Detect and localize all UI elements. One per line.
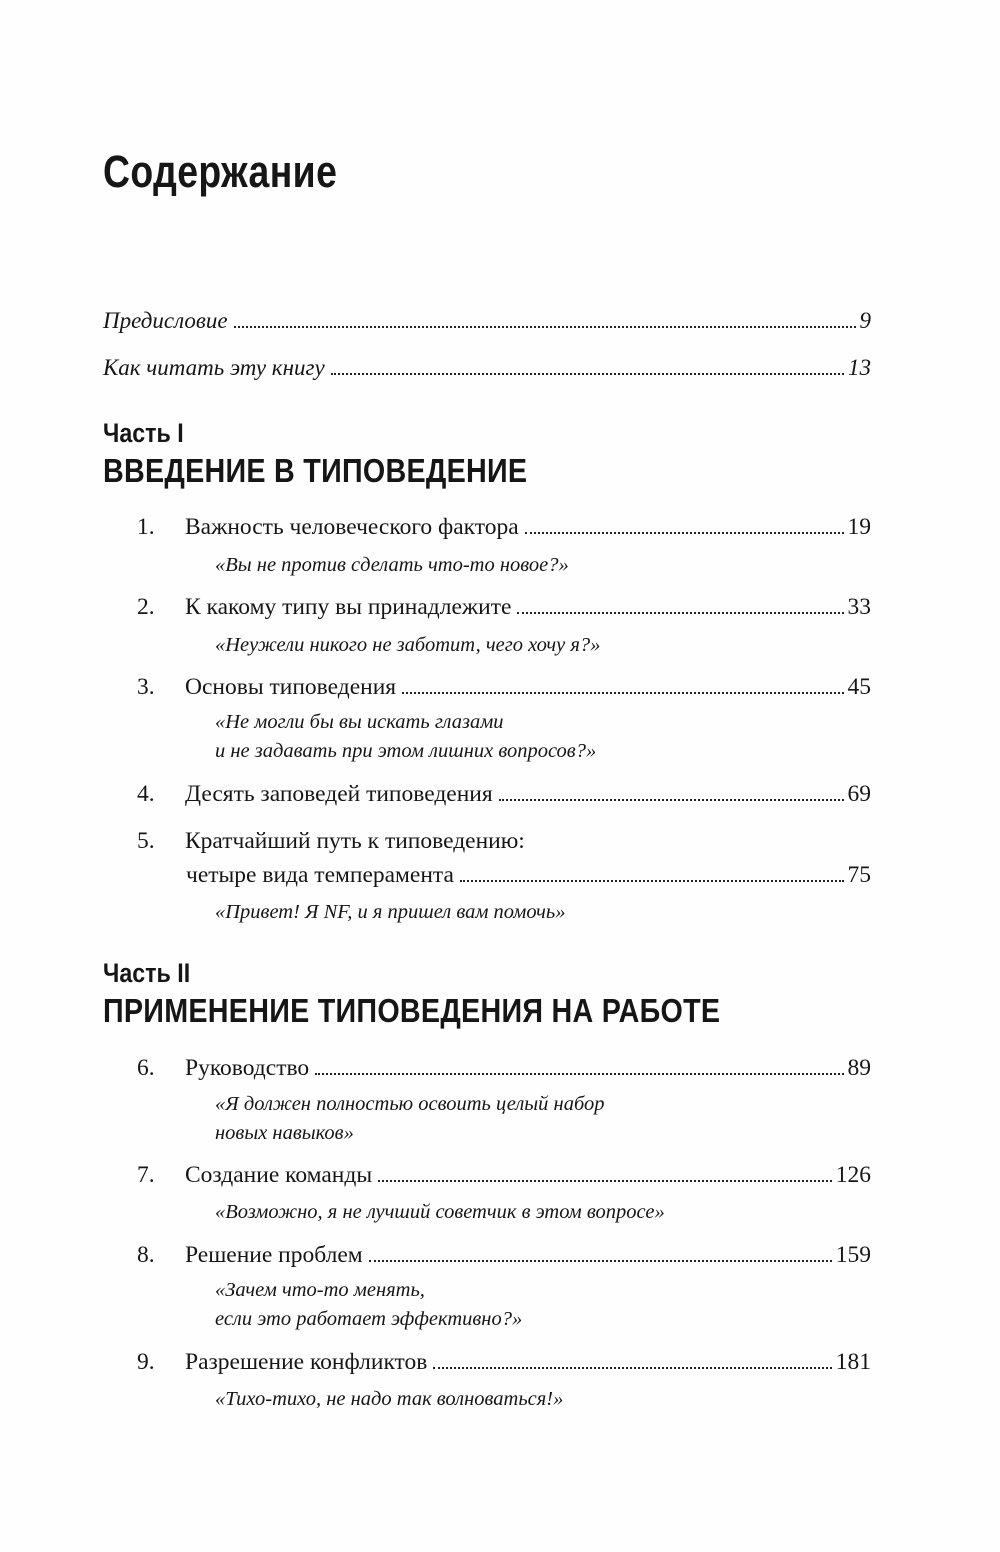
toc-entry-preface[interactable]: [103, 308, 871, 334]
chapter-number: 6.: [137, 1055, 155, 1081]
dot-leader: [234, 326, 856, 328]
entry-label: Предисловие: [103, 308, 228, 333]
page-number: 75: [847, 862, 871, 888]
chapter-epigraph: «Вы не против сделать что-то новое?»: [215, 554, 569, 576]
chapter-number: 5.: [137, 828, 155, 854]
part-title: ВВЕДЕНИЕ В ТИПОВЕДЕНИЕ: [103, 452, 528, 489]
chapter-title: Кратчайший путь к типоведению:: [185, 828, 525, 854]
chapter-epigraph: и не задавать при этом лишних вопросов?»: [215, 740, 597, 762]
part-label: Часть I: [103, 418, 184, 448]
toc-chapter[interactable]: [103, 514, 871, 541]
dot-leader: [378, 1180, 832, 1182]
dot-leader: [369, 1260, 832, 1262]
chapter-number: 1.: [137, 514, 155, 540]
dot-leader: [499, 799, 844, 801]
chapter-epigraph: «Привет! Я NF, и я пришел вам помочь»: [215, 901, 566, 923]
dot-leader: [331, 373, 844, 375]
chapter-title: Десять заповедей типоведения: [185, 781, 493, 807]
dot-leader: [315, 1073, 843, 1075]
chapter-title: Создание команды: [185, 1162, 373, 1188]
chapter-number: 9.: [137, 1349, 155, 1375]
chapter-epigraph: «Возможно, я не лучший советчик в этом вопросе»: [215, 1201, 665, 1223]
toc-chapter[interactable]: [103, 1349, 871, 1376]
chapter-title: К какому типу вы принадлежите: [185, 594, 512, 620]
dot-leader: [402, 692, 843, 694]
page-title: Содержание: [103, 146, 338, 197]
chapter-number: 7.: [137, 1162, 155, 1188]
dot-leader: [517, 612, 843, 614]
chapter-title: Важность человеческого фактора: [185, 514, 519, 540]
chapter-epigraph: «Я должен полностью освоить целый набор: [215, 1093, 605, 1115]
chapter-epigraph: «Тихо-тихо, не надо так волноваться!»: [215, 1388, 564, 1410]
page-number: 126: [835, 1162, 871, 1188]
page-number: 19: [847, 514, 871, 540]
part-title: ПРИМЕНЕНИЕ ТИПОВЕДЕНИЯ НА РАБОТЕ: [103, 992, 721, 1029]
entry-label: Как читать эту книгу: [103, 355, 325, 380]
dot-leader: [525, 532, 844, 534]
toc-chapter[interactable]: [103, 674, 871, 701]
page-number: 9: [859, 308, 871, 333]
chapter-epigraph: если это работает эффективно?»: [215, 1308, 523, 1330]
page-number: 181: [835, 1349, 871, 1375]
dot-leader: [460, 880, 844, 882]
page-number: 89: [847, 1055, 871, 1081]
chapter-title: Руководство: [185, 1055, 310, 1081]
chapter-epigraph: «Зачем что-то менять,: [215, 1279, 425, 1301]
toc-chapter[interactable]: [103, 781, 871, 808]
page-number: 13: [848, 355, 871, 380]
page-number: 33: [847, 594, 871, 620]
chapter-title-line2: четыре вида темперамента: [186, 862, 454, 888]
toc-chapter[interactable]: [103, 1162, 871, 1189]
chapter-title: Решение проблем: [185, 1242, 363, 1268]
page-number: 159: [835, 1242, 871, 1268]
chapter-epigraph: новых навыков»: [215, 1122, 354, 1144]
chapter-number: 3.: [137, 674, 155, 700]
chapter-number: 4.: [137, 781, 155, 807]
chapter-epigraph: «Неужели никого не заботит, чего хочу я?»: [215, 634, 601, 656]
toc-chapter[interactable]: [103, 1242, 871, 1269]
chapter-number: 2.: [137, 594, 155, 620]
toc-chapter[interactable]: [103, 1055, 871, 1082]
chapter-number: 8.: [137, 1242, 155, 1268]
chapter-title: Разрешение конфликтов: [185, 1349, 428, 1375]
toc-chapter[interactable]: [103, 828, 871, 855]
page-number: 45: [847, 674, 871, 700]
page-number: 69: [847, 781, 871, 807]
part-label: Часть II: [103, 958, 191, 988]
dot-leader: [433, 1367, 831, 1369]
toc-chapter[interactable]: [103, 594, 871, 621]
toc-chapter-continuation[interactable]: [186, 862, 871, 889]
toc-entry-how-to-read[interactable]: [103, 355, 871, 381]
chapter-epigraph: «Не могли бы вы искать глазами: [215, 711, 504, 733]
chapter-title: Основы типоведения: [185, 674, 397, 700]
